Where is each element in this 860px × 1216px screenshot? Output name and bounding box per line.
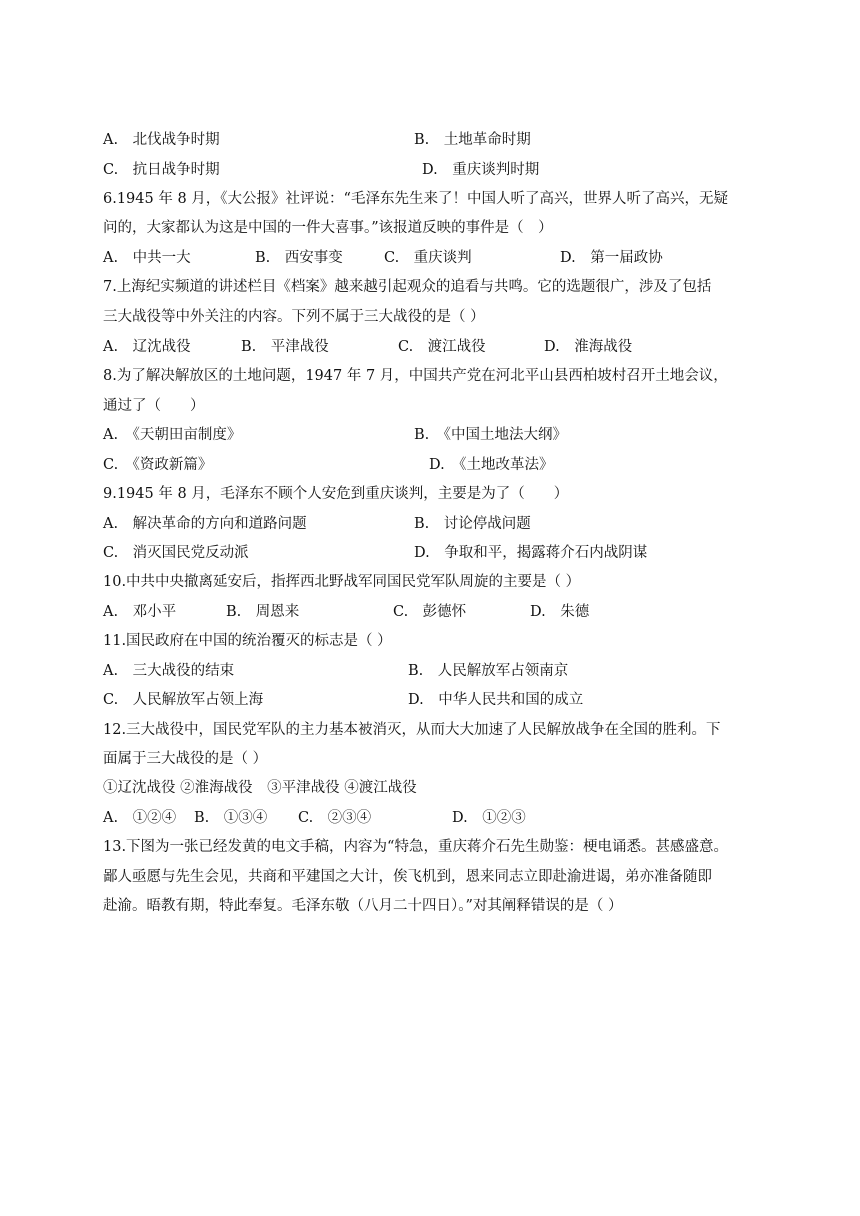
q5-option-d: D. 重庆谈判时期: [422, 162, 540, 178]
q8-stem-line1: 8.为了解决解放区的土地问题，1947 年 7 月，中国共产党在河北平山县西柏坡村召开土地会议，: [103, 368, 728, 384]
q12-option-a: A. ①②④: [103, 810, 177, 826]
q11-stem-line1: 11.国民政府在中国的统治覆灭的标志是（ ）: [103, 633, 392, 649]
q11-option-a: A. 三大战役的结束: [103, 663, 235, 679]
q11-option-c: C. 人民解放军占领上海: [103, 692, 264, 708]
q8-option-a: A. 《天朝田亩制度》: [103, 427, 242, 443]
q9-stem-line1: 9.1945 年 8 月，毛泽东不顾个人安危到重庆谈判，主要是为了（ ）: [103, 486, 569, 502]
q6-option-d: D. 第一届政协: [560, 250, 663, 266]
q9-option-a: A. 解决革命的方向和道路问题: [103, 516, 307, 532]
q7-stem-line2: 三大战役等中外关注的内容。下列不属于三大战役的是（ ）: [103, 309, 485, 325]
q6-option-c: C. 重庆谈判: [384, 250, 472, 266]
q12-stem-line1: 12.三大战役中，国民党军队的主力基本被消灭，从而大大加速了人民解放战争在全国的胜利。下: [103, 722, 721, 738]
q10-option-b: B. 周恩来: [226, 604, 300, 620]
q5-option-a: A. 北伐战争时期: [103, 132, 220, 148]
q10-option-d: D. 朱德: [530, 604, 590, 620]
q7-option-d: D. 淮海战役: [544, 339, 633, 355]
q8-option-d: D. 《土地改革法》: [429, 457, 554, 473]
q11-option-b: B. 人民解放军占领南京: [408, 663, 569, 679]
q6-option-b: B. 西安事变: [255, 250, 343, 266]
q5-option-b: B. 土地革命时期: [414, 132, 531, 148]
q9-option-d: D. 争取和平，揭露蒋介石内战阴谋: [414, 545, 648, 561]
q10-option-c: C. 彭德怀: [393, 604, 467, 620]
q13-stem-line2: 鄙人亟愿与先生会见，共商和平建国之大计，俟飞机到，恩来同志立即赴渝进谒，弟亦准备随即: [103, 869, 712, 885]
q7-option-a: A. 辽沈战役: [103, 339, 191, 355]
q11-option-d: D. 中华人民共和国的成立: [408, 692, 584, 708]
q6-option-a: A. 中共一大: [103, 250, 191, 266]
q12-option-d: D. ①②③: [452, 810, 526, 826]
q5-option-c: C. 抗日战争时期: [103, 162, 220, 178]
q7-stem-line1: 7.上海纪实频道的讲述栏目《档案》越来越引起观众的追看与共鸣。它的选题很广，涉及了包括: [103, 279, 712, 295]
q12-stem-line2: 面属于三大战役的是（ ）: [103, 751, 268, 767]
q7-option-c: C. 渡江战役: [398, 339, 486, 355]
q7-option-b: B. 平津战役: [241, 339, 329, 355]
q9-option-b: B. 讨论停战问题: [414, 516, 531, 532]
q8-stem-line2: 通过了（ ）: [103, 398, 205, 414]
q12-items: ①辽沈战役 ②淮海战役 ③平津战役 ④渡江战役: [103, 780, 417, 796]
q9-option-c: C. 消灭国民党反动派: [103, 545, 249, 561]
q12-option-b: B. ①③④: [194, 810, 268, 826]
q8-option-b: B. 《中国土地法大纲》: [414, 427, 568, 443]
q13-stem-line1: 13.下图为一张已经发黄的电文手稿，内容为“特急，重庆蒋介石先生勋鉴：梗电诵悉。甚感盛意。: [103, 839, 728, 855]
q10-option-a: A. 邓小平: [103, 604, 177, 620]
q13-stem-line3: 赴渝。晤教有期，特此奉复。毛泽东敬（八月二十四日）。”对其阐释错误的是（ ）: [103, 898, 623, 914]
q6-stem-line2: 问的，大家都认为这是中国的一件大喜事。”该报道反映的事件是（ ）: [103, 220, 553, 236]
q6-stem-line1: 6.1945 年 8 月，《大公报》社评说：“毛泽东先生来了！中国人听了高兴，世界人听了高兴，无疑: [103, 191, 728, 207]
q8-option-c: C. 《资政新篇》: [103, 457, 213, 473]
q10-stem-line1: 10.中共中央撤离延安后，指挥西北野战军同国民党军队周旋的主要是（ ）: [103, 574, 581, 590]
q12-option-c: C. ②③④: [298, 810, 372, 826]
